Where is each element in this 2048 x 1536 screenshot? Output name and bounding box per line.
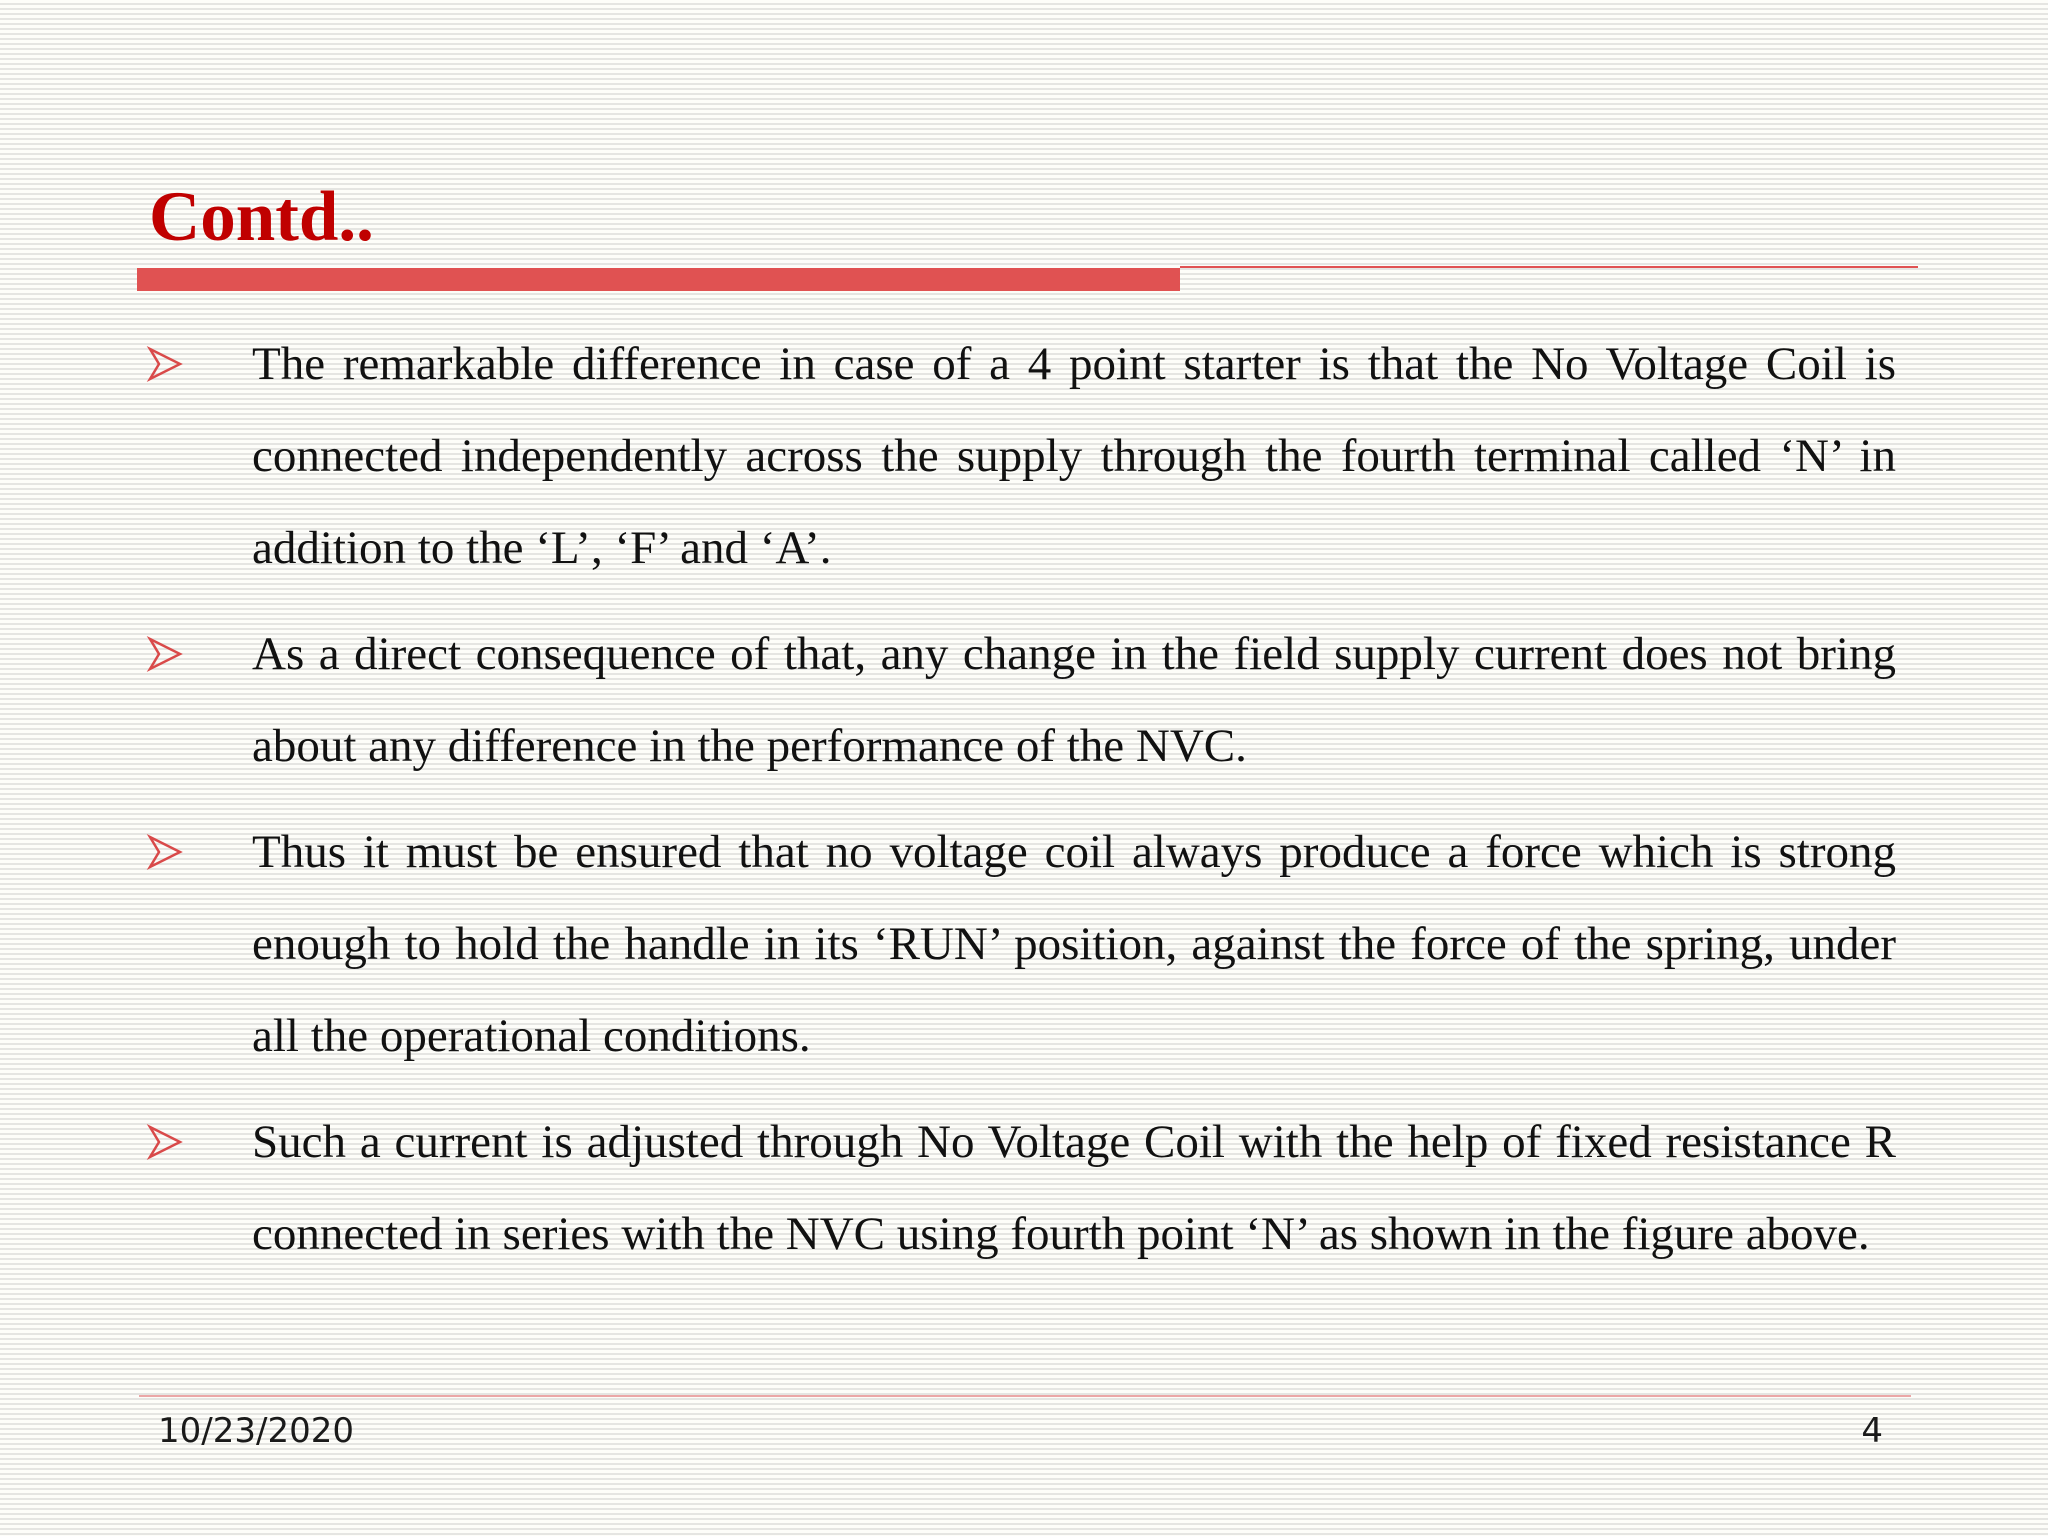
footer-date: 10/23/2020 [158, 1411, 354, 1451]
bullet-text: Such a current is adjusted through No Voltage Coil with the help of fixed resistance R connected in series with the NVC using fourth point ‘N’ as shown in the figure above. [252, 1116, 1896, 1260]
arrow-bullet-icon [146, 806, 252, 898]
bullet-text: The remarkable difference in case of a 4 point starter is that the No Voltage Coil is connected independently across the supply through the fourth terminal called ‘N’ in addition to the ‘L’, ‘F’ and ‘A’. [252, 338, 1896, 574]
bullet-item [146, 1096, 1896, 1280]
footer-divider [139, 1395, 1911, 1397]
page-number: 4 [1861, 1411, 1883, 1451]
title-underline-bar [137, 268, 1180, 291]
arrow-bullet-icon [146, 1096, 252, 1188]
bullet-list [146, 318, 1896, 1294]
slide-title: Contd.. [149, 178, 374, 256]
bullet-item [146, 806, 1896, 1082]
bullet-item [146, 608, 1896, 792]
bullet-item [146, 318, 1896, 594]
bullet-text: As a direct consequence of that, any change in the field supply current does not bring about any difference in the performance of the NVC. [252, 628, 1896, 772]
bullet-text: Thus it must be ensured that no voltage coil always produce a force which is strong enough to hold the handle in its ‘RUN’ position, against the force of the spring, under all the operational conditions. [252, 826, 1896, 1062]
arrow-bullet-icon [146, 608, 252, 700]
title-underline-rule [1180, 266, 1918, 268]
arrow-bullet-icon [146, 318, 252, 410]
